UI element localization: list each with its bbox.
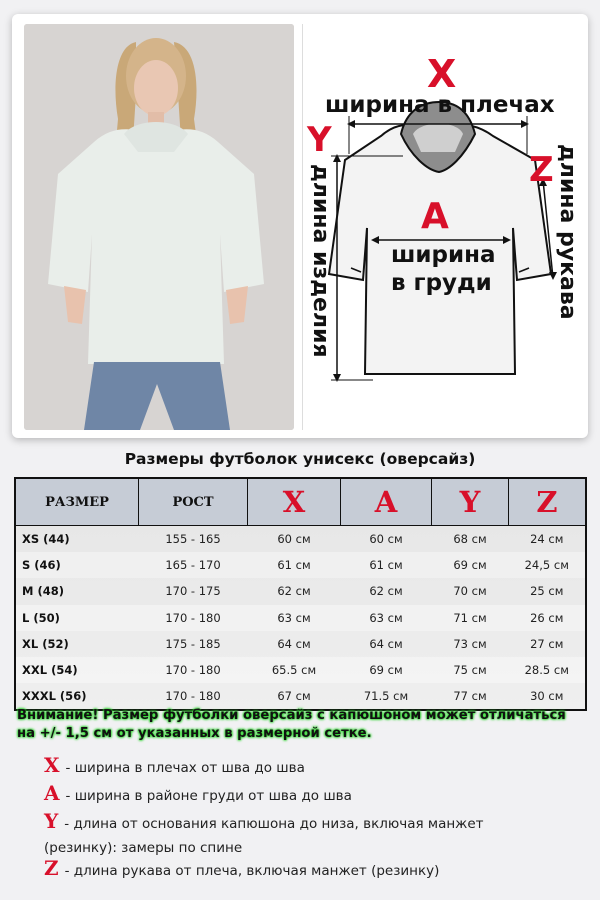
- table-title: Размеры футболок унисекс (оверсайз): [124, 450, 476, 468]
- cell-size: XXL (54): [15, 657, 139, 683]
- cell-z: 24 см: [530, 532, 564, 547]
- cell-height: 170 - 175: [165, 584, 221, 599]
- warning-note: Внимание! Размер футболки оверсайз с капюшоном может отличаться на +/- 1,5 см от указанных в размерной сетке.: [17, 708, 566, 741]
- cell-z: 24,5 см: [509, 552, 587, 578]
- cell-height: 170 - 180: [139, 605, 248, 631]
- size-table: [14, 477, 587, 711]
- cell-z: 25 см: [530, 584, 564, 599]
- cell-y: 77 см: [453, 689, 487, 704]
- cell-a: 64 см: [369, 636, 403, 651]
- legend-text-z: - длина рукава от плеча, включая манжет (резинку): [64, 863, 440, 879]
- cell-x: 67 см: [277, 689, 311, 704]
- model-photo: [24, 24, 294, 430]
- cell-x: 60 см: [277, 532, 311, 547]
- a-label-line1: ширина: [391, 242, 496, 268]
- z-letter: Z: [529, 150, 554, 190]
- cell-size: XL (52): [22, 636, 69, 651]
- cell-size: M (48): [22, 584, 64, 599]
- model-photo-illustration: [24, 24, 294, 430]
- cell-a: 60 см: [369, 532, 403, 547]
- legend-text-a: - ширина в районе груди от шва до шва: [65, 788, 352, 804]
- cell-z: 27 см: [530, 636, 564, 651]
- cell-z: 30 см: [530, 689, 564, 704]
- cell-y: 70 см: [453, 584, 487, 599]
- cell-size: XS (44): [22, 532, 70, 547]
- cell-size: L (50): [15, 605, 139, 631]
- header-size: РАЗМЕР: [15, 478, 139, 526]
- cell-z: 26 см: [509, 605, 587, 631]
- cell-z: 28.5 см: [509, 657, 587, 683]
- cell-x: 61 см: [248, 552, 341, 578]
- legend-text-x: - ширина в плечах от шва до шва: [65, 760, 305, 776]
- cell-height: 175 - 185: [165, 636, 221, 651]
- legend-text-y: - длина от основания капюшона до низа, включая манжет (резинку): замеры по спине: [44, 816, 484, 856]
- legend-item-a: [44, 781, 352, 808]
- x-label: ширина в плечах: [325, 92, 555, 118]
- a-letter: A: [421, 196, 449, 237]
- size-table-header: [15, 478, 586, 526]
- cell-x: 63 см: [248, 605, 341, 631]
- cell-x: 62 см: [277, 584, 311, 599]
- table-row: [15, 657, 586, 683]
- cell-a: 62 см: [369, 584, 403, 599]
- legend-letter-a: A: [44, 781, 60, 805]
- legend-item-y: [44, 809, 544, 860]
- cell-height: 170 - 180: [165, 689, 221, 704]
- header-a: A: [341, 478, 432, 526]
- cell-height: 170 - 180: [139, 657, 248, 683]
- cell-size: XXXL (56): [22, 689, 87, 704]
- cell-size: S (46): [15, 552, 139, 578]
- cell-y: 68 см: [453, 532, 487, 547]
- cell-a: 63 см: [341, 605, 432, 631]
- measurement-diagram: [302, 24, 587, 430]
- header-x: X: [248, 478, 341, 526]
- header-z: Z: [509, 478, 587, 526]
- table-row: [15, 605, 586, 631]
- size-table-body: [15, 526, 586, 711]
- cell-y: 69 см: [432, 552, 509, 578]
- cell-height: 165 - 170: [139, 552, 248, 578]
- cell-x: 64 см: [277, 636, 311, 651]
- legend-letter-y: Y: [44, 809, 59, 833]
- legend-letter-z: Z: [44, 856, 59, 880]
- y-label: длина изделия: [308, 164, 333, 358]
- y-letter: Y: [307, 120, 332, 160]
- header-y: Y: [432, 478, 509, 526]
- table-row: [15, 631, 586, 657]
- cell-y: 75 см: [432, 657, 509, 683]
- table-row: [15, 552, 586, 578]
- cell-y: 71 см: [432, 605, 509, 631]
- legend-letter-x: X: [44, 753, 60, 777]
- z-label: длина рукава: [555, 144, 580, 320]
- cell-x: 65.5 см: [248, 657, 341, 683]
- cell-a: 69 см: [341, 657, 432, 683]
- cell-a: 71.5 см: [363, 689, 409, 704]
- legend-item-x: [44, 753, 305, 780]
- x-letter: X: [427, 52, 457, 96]
- table-row: [15, 526, 586, 553]
- header-height: РОСТ: [139, 478, 248, 526]
- cell-y: 73 см: [453, 636, 487, 651]
- cell-height: 155 - 165: [165, 532, 221, 547]
- table-row: [15, 578, 586, 604]
- cell-a: 61 см: [341, 552, 432, 578]
- legend-item-z: [44, 856, 439, 883]
- a-label-line2: в груди: [391, 270, 492, 296]
